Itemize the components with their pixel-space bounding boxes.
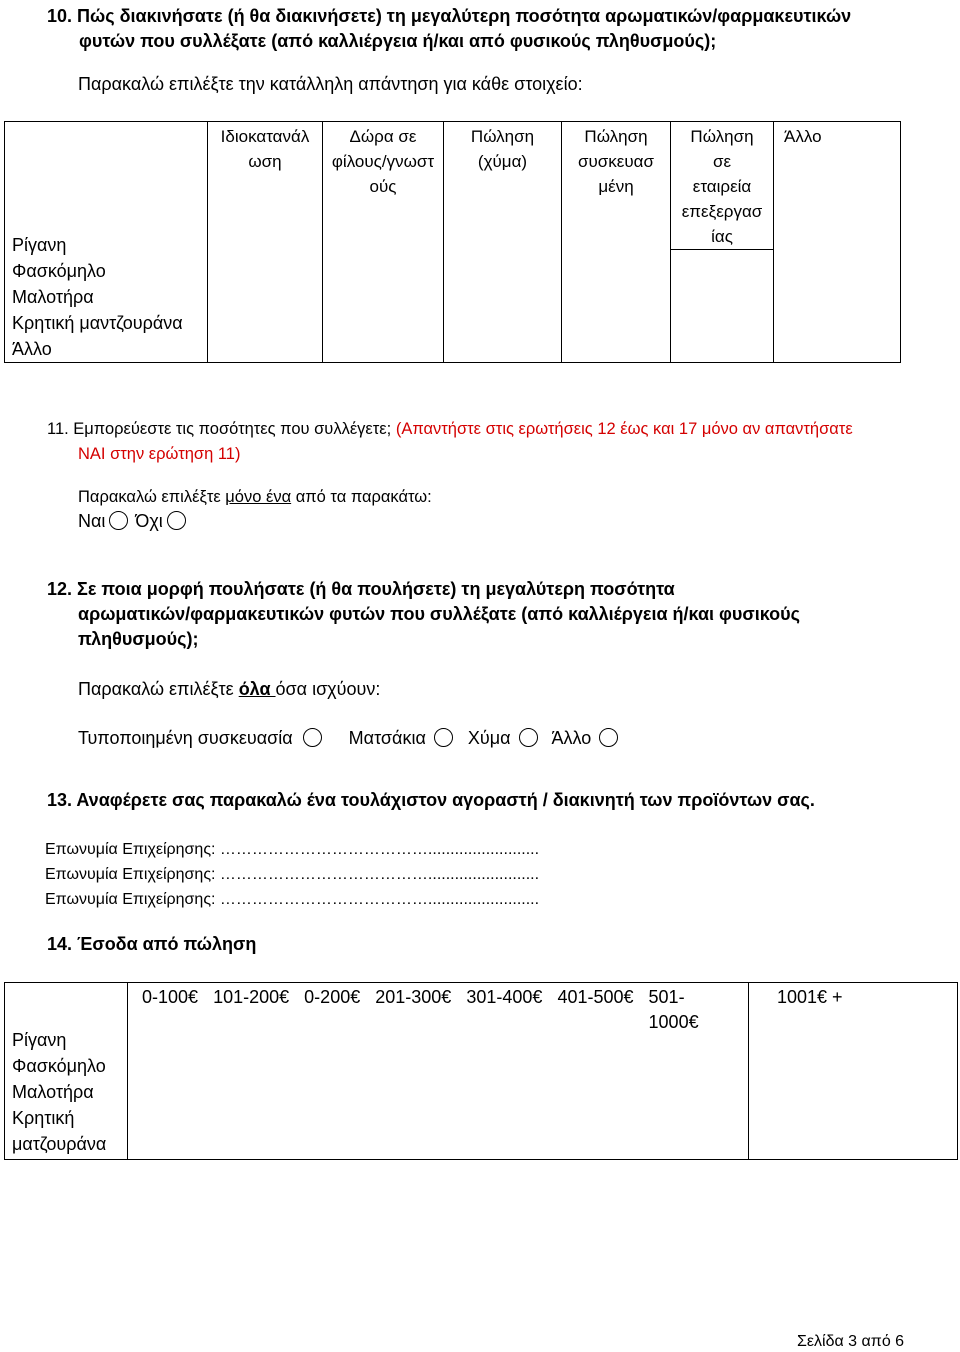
q10-col-packaged-sale[interactable] xyxy=(562,122,671,363)
q12-title-line3: πληθυσμούς); xyxy=(78,629,199,649)
row-label: Φασκόμηλο xyxy=(12,1056,106,1076)
col-header-text: 0-100€ xyxy=(142,987,199,1007)
field-label: Επωνυμία Επιχείρησης: xyxy=(45,891,220,908)
field-dots: …………………………………......................... xyxy=(219,866,540,883)
option-label: Ματσάκια xyxy=(348,728,426,748)
q12-instruction-emphasis: όλα xyxy=(238,679,276,699)
q14-income-ranges[interactable] xyxy=(128,983,749,1160)
q10-title xyxy=(47,4,947,54)
col-header-text: Δώρα σε xyxy=(349,127,417,146)
row-label: Φασκόμηλο xyxy=(12,261,106,281)
q11-option-yes[interactable] xyxy=(78,511,128,531)
field-label: Επωνυμία Επιχείρησης: xyxy=(45,841,220,858)
col-header-text: 101-200€ xyxy=(213,987,290,1007)
radio-circle-icon[interactable] xyxy=(109,511,128,530)
row-label: ματζουράνα xyxy=(12,1134,107,1154)
checkbox-circle-icon[interactable] xyxy=(303,728,322,747)
checkbox-circle-icon[interactable] xyxy=(434,728,453,747)
q12-options xyxy=(78,726,618,751)
col-header-text: ούς xyxy=(369,177,397,196)
q12-title-line1: 12. Σε ποια μορφή πουλήσατε (ή θα πουλήσετε) τη μεγαλύτερη ποσότητα xyxy=(47,579,675,599)
col-header-text: 201-300€ xyxy=(375,987,452,1007)
col-header-text: επεξεργασ xyxy=(681,202,763,221)
q10-title-line2: φυτών που συλλέξατε (από καλλιέργεια ή/και από φυσικούς πληθυσμούς); xyxy=(79,31,717,51)
checkbox-circle-icon[interactable] xyxy=(599,728,618,747)
col-header-text: συσκευασ xyxy=(578,152,654,171)
col-header-text: ωση xyxy=(248,152,282,171)
col-header-text: (χύμα) xyxy=(477,152,528,171)
q11-note-line2: ΝΑΙ στην ερώτηση 11) xyxy=(78,445,241,463)
field-dots: …………………………………......................... xyxy=(219,841,540,858)
q10-col-company-sale[interactable] xyxy=(671,122,774,363)
page-number: Σελίδα 3 από 6 xyxy=(797,1333,905,1350)
col-header-text: 0-200€ xyxy=(304,987,361,1007)
field-dots: …………………………………......................... xyxy=(219,891,540,908)
q11-options xyxy=(78,509,186,534)
q11-option-no[interactable] xyxy=(135,511,185,531)
option-label: Ναι xyxy=(78,511,106,531)
q13-fields xyxy=(45,837,539,912)
col-header-text: 301-400€ xyxy=(466,987,543,1007)
q10-row-labels xyxy=(5,122,208,363)
col-header-text: Πώληση xyxy=(690,127,754,146)
row-label: Μαλοτήρα xyxy=(12,1082,94,1102)
q12-option-other[interactable] xyxy=(552,728,619,748)
q12-instruction xyxy=(78,677,380,702)
row-label: Ρίγανη xyxy=(12,1030,67,1050)
q11-instruction xyxy=(78,485,432,510)
q11-note: (Απαντήστε στις ερωτήσεις 12 έως και 17 μόνο αν απαντήσατε xyxy=(395,420,853,438)
option-label: Άλλο xyxy=(551,728,592,748)
checkbox-circle-icon[interactable] xyxy=(519,728,538,747)
col-header-text: Ιδιοκατανάλ xyxy=(220,127,310,146)
col-header-text: μένη xyxy=(598,177,634,196)
q12-option-packaged[interactable] xyxy=(78,728,322,748)
row-label: Άλλο xyxy=(12,339,52,359)
row-label: Κρητική xyxy=(12,1108,75,1128)
q13-title: 13. Αναφέρετε σας παρακαλώ ένα τουλάχιστον αγοραστή / διακινητή των προϊόντων σας. xyxy=(47,790,815,810)
radio-circle-icon[interactable] xyxy=(167,511,186,530)
col-header-text: 1001€ + xyxy=(777,987,843,1007)
col-header-text: σε xyxy=(712,152,732,171)
col-header-text: φίλους/γνωστ xyxy=(331,152,435,171)
q12-option-bunches[interactable] xyxy=(349,728,453,748)
col-header-text: 1000€ xyxy=(648,1012,699,1032)
option-label: Τυποποιημένη συσκευασία xyxy=(78,728,293,748)
q14-row-labels xyxy=(5,983,128,1160)
q10-col-gifts[interactable] xyxy=(323,122,444,363)
option-label: Όχι xyxy=(135,511,163,531)
col-header-text: 501- xyxy=(648,987,685,1007)
col-header-text: Πώληση xyxy=(470,127,535,146)
q10-col-other[interactable] xyxy=(774,122,901,363)
company-name-field[interactable] xyxy=(45,862,539,887)
q11-instruction-emphasis: μόνο ένα xyxy=(225,488,292,506)
q14-col-1001-plus[interactable] xyxy=(749,983,958,1160)
q10-col-bulk-sale[interactable] xyxy=(444,122,562,363)
q10-col-self-consumption[interactable] xyxy=(208,122,323,363)
col-header-text: 401-500€ xyxy=(557,987,634,1007)
q12-option-bulk[interactable] xyxy=(468,728,538,748)
q10-title-line1: 10. Πώς διακινήσατε (ή θα διακινήσετε) τη μεγαλύτερη ποσότητα αρωματικών/φαρμακευτικών xyxy=(47,6,852,26)
q11-instruction-text: Παρακαλώ επιλέξτε xyxy=(78,488,226,506)
col-header-text: Πώληση xyxy=(584,127,648,146)
q10-instruction: Παρακαλώ επιλέξτε την κατάλληλη απάντηση για κάθε στοιχείο: xyxy=(78,74,583,94)
company-name-field[interactable] xyxy=(45,837,539,862)
col-header-text: εταιρεία xyxy=(692,177,752,196)
row-label: Ρίγανη xyxy=(12,235,67,255)
row-label: Κρητική μαντζουράνα xyxy=(12,313,183,333)
row-label: Μαλοτήρα xyxy=(12,287,94,307)
col-header-text: Άλλο xyxy=(784,127,822,146)
q12-instruction-text: Παρακαλώ επιλέξτε xyxy=(78,679,239,699)
option-label: Χύμα xyxy=(467,728,511,748)
q12-title-line2: αρωματικών/φαρμακευτικών φυτών που συλλέξατε (από καλλιέργεια ή/και φυσικούς xyxy=(78,604,800,624)
q12-title xyxy=(47,577,927,652)
q11-question: 11. Εμπορεύεστε τις ποσότητες που συλλέγετε; xyxy=(47,420,392,438)
company-name-field[interactable] xyxy=(45,887,539,912)
q10-table xyxy=(4,121,901,363)
q11-title xyxy=(47,417,927,467)
field-label: Επωνυμία Επιχείρησης: xyxy=(45,866,220,883)
col-header-text: ίας xyxy=(711,227,733,246)
q11-instruction-text-end: από τα παρακάτω: xyxy=(291,488,432,506)
q12-instruction-text-end: όσα ισχύουν: xyxy=(275,679,381,699)
q14-title: 14. Έσοδα από πώληση xyxy=(47,934,257,954)
q14-table xyxy=(4,982,958,1160)
